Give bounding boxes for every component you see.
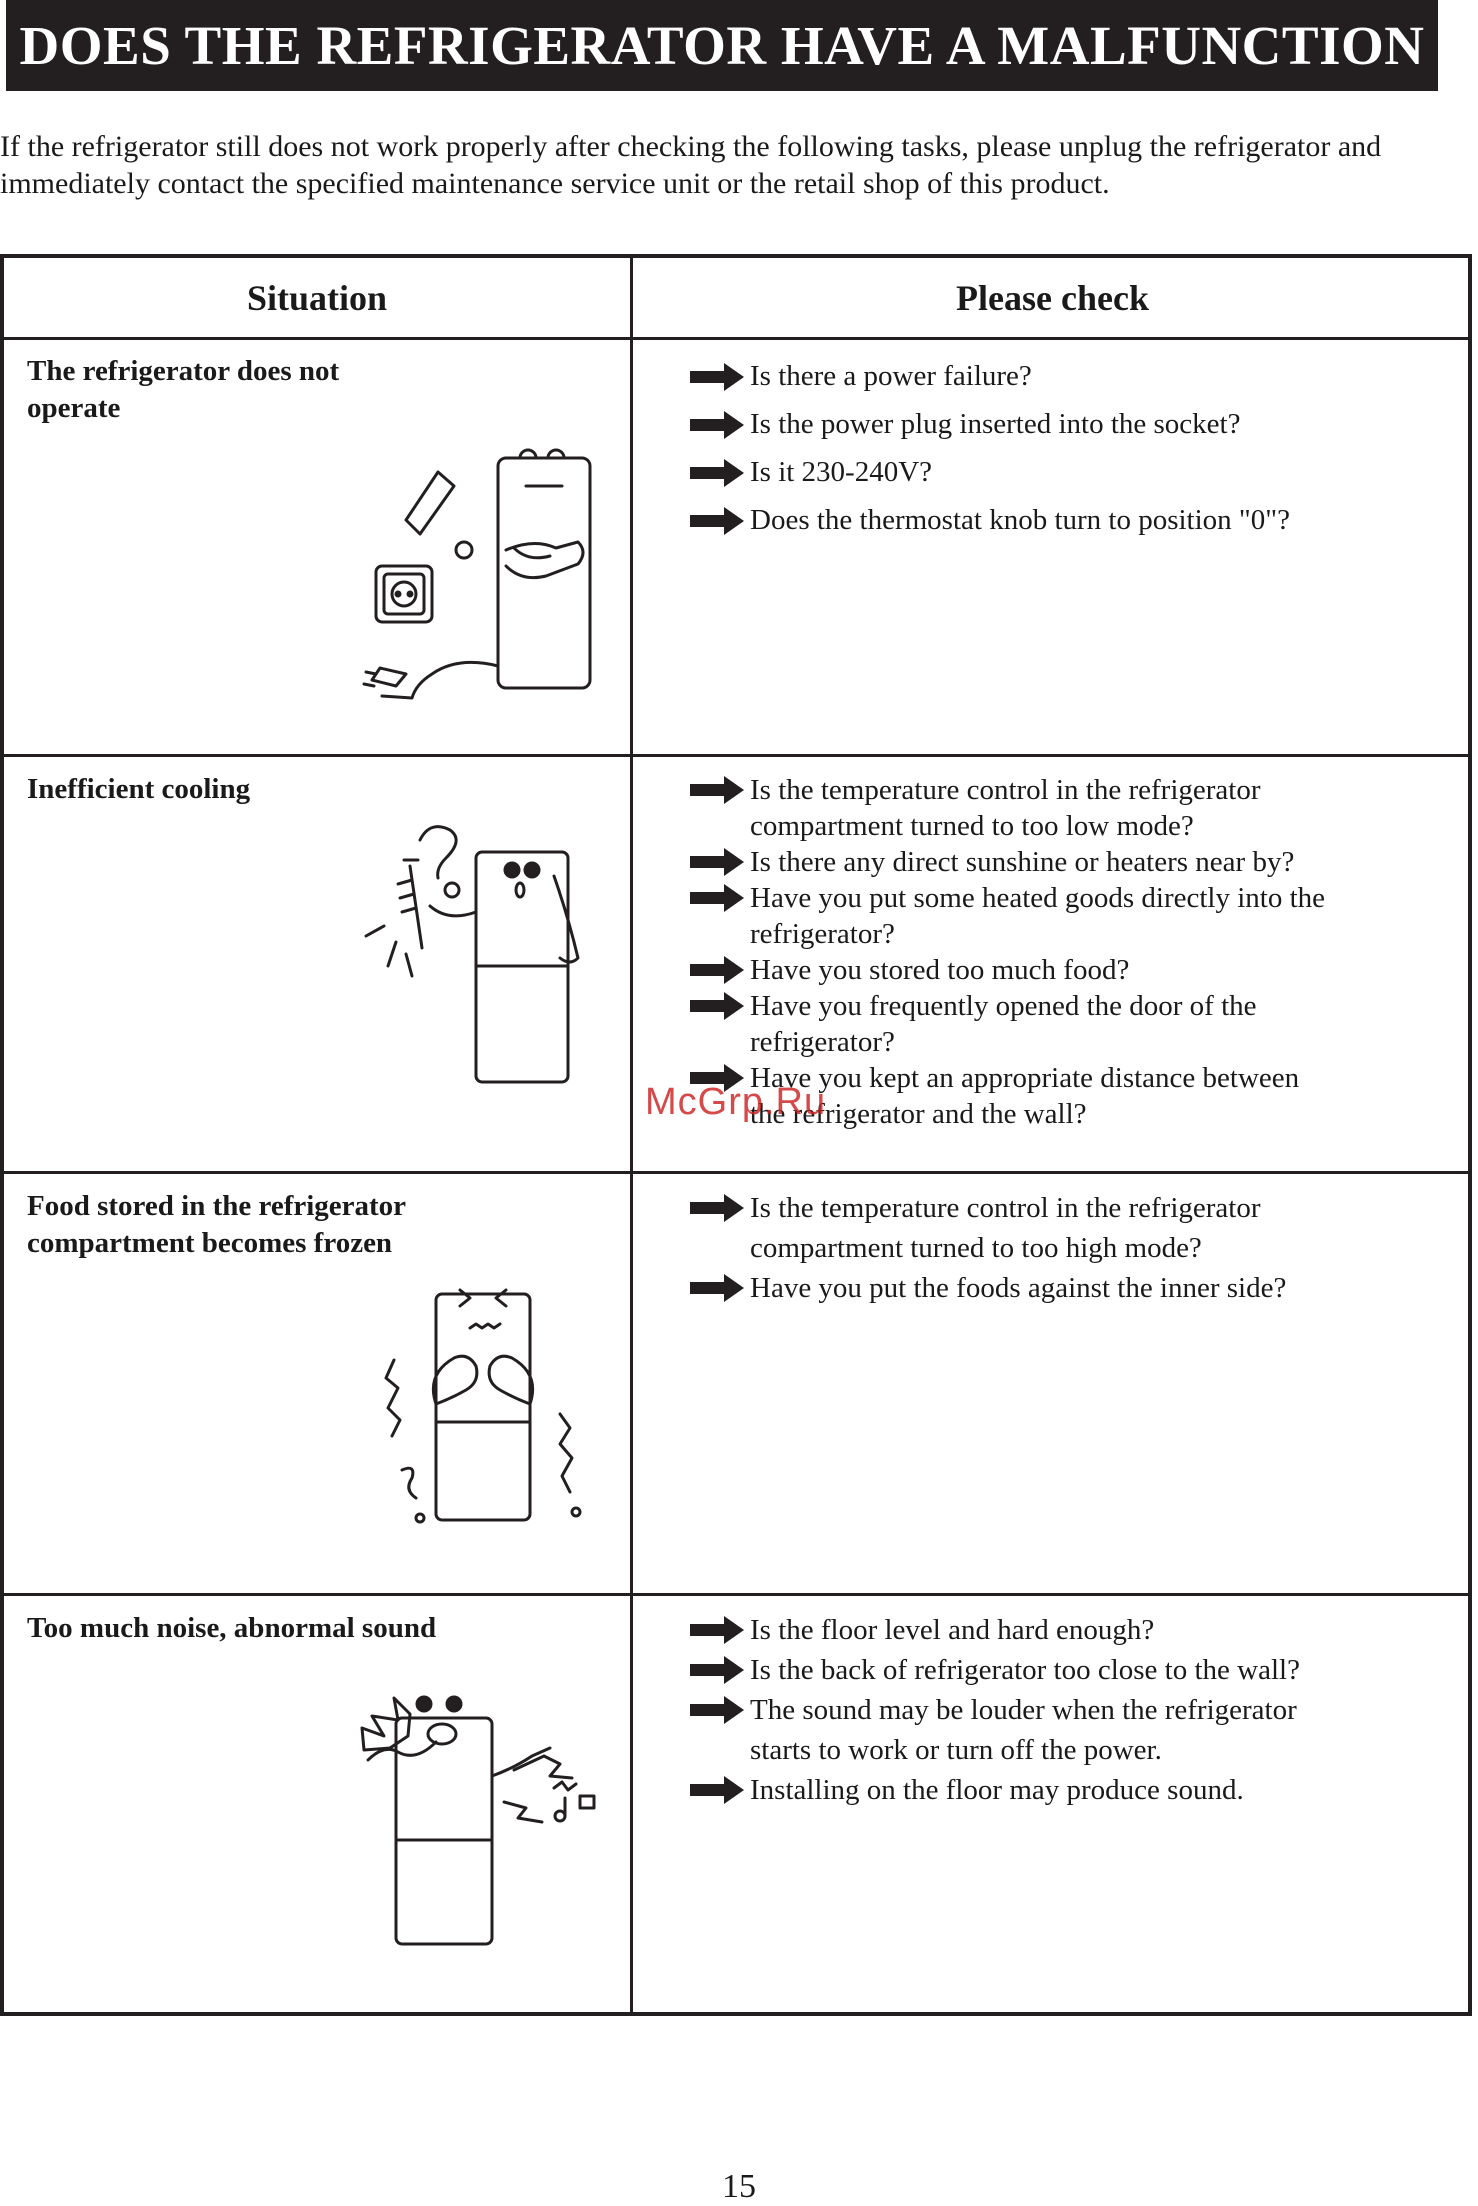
check-item [690, 988, 1450, 1060]
arrow-right-icon [690, 458, 744, 488]
check-item [690, 454, 1450, 491]
check-text: Is the back of refrigerator too close to the wall? [750, 1654, 1300, 1686]
situation-text: Food stored in the refrigerator [27, 1190, 407, 1222]
check-item [690, 844, 1450, 880]
check-text: Installing on the floor may produce sound. [750, 1774, 1244, 1806]
check-text: refrigerator? [750, 1026, 895, 1058]
check-item [690, 1650, 1450, 1690]
page-title: DOES THE REFRIGERATOR HAVE A MALFUNCTION [19, 15, 1425, 76]
check-text: Does the thermostat knob turn to position "0"? [750, 504, 1290, 536]
refrigerator-noise-illustration [354, 1690, 614, 1950]
situation-cell [27, 353, 339, 427]
check-text: Have you put the foods against the inner side? [750, 1272, 1287, 1304]
arrow-right-icon [690, 883, 744, 913]
arrow-right-icon [690, 1695, 744, 1725]
check-text: Is the floor level and hard enough? [750, 1614, 1155, 1646]
row-divider [4, 1171, 1468, 1174]
situation-cell [27, 1610, 436, 1647]
check-item [690, 1188, 1450, 1268]
arrow-right-icon [690, 1615, 744, 1645]
check-text: refrigerator? [750, 918, 895, 950]
check-item [690, 880, 1450, 952]
situation-header: Situation [246, 277, 388, 318]
arrow-right-icon [690, 1193, 744, 1223]
check-text: Have you frequently opened the door of the [750, 990, 1257, 1022]
troubleshooting-table [0, 254, 1472, 2016]
situation-text: Too much noise, abnormal sound [27, 1612, 437, 1644]
check-item [690, 1690, 1450, 1770]
check-text: Is there any direct sunshine or heaters near by? [750, 846, 1295, 878]
check-text: the refrigerator and the wall? [750, 1098, 1087, 1130]
situation-text: operate [27, 392, 121, 424]
refrigerator-unplugged-illustration [354, 440, 604, 700]
check-text: Is the temperature control in the refrigerator [750, 774, 1261, 806]
watermark: McGrp.Ru [645, 1081, 827, 1123]
row-divider [4, 754, 1468, 757]
situation-text: compartment becomes frozen [27, 1227, 393, 1259]
check-text: Is the power plug inserted into the socket? [750, 408, 1241, 440]
arrow-right-icon [690, 362, 744, 392]
check-text: Have you stored too much food? [750, 954, 1130, 986]
check-item [690, 772, 1450, 844]
intro-paragraph [0, 128, 1478, 202]
check-list [690, 1610, 1450, 1810]
arrow-right-icon [690, 506, 744, 536]
check-list [690, 358, 1450, 550]
situation-cell [27, 771, 250, 808]
check-text: Is it 230-240V? [750, 456, 933, 488]
check-text: Is there a power failure? [750, 360, 1032, 392]
row-divider [4, 1593, 1468, 1596]
check-text: Have you put some heated goods directly into the [750, 882, 1326, 914]
check-item [690, 502, 1450, 539]
arrow-right-icon [690, 955, 744, 985]
check-item [690, 1610, 1450, 1650]
check-item [690, 358, 1450, 395]
arrow-right-icon [690, 410, 744, 440]
check-list [690, 772, 1450, 1132]
check-item [690, 406, 1450, 443]
situation-text: The refrigerator does not [27, 355, 340, 387]
check-text: The sound may be louder when the refrigerator [750, 1694, 1297, 1726]
refrigerator-puzzled-illustration [354, 816, 584, 1086]
check-item [690, 952, 1450, 988]
check-text: starts to work or turn off the power. [750, 1734, 1162, 1766]
intro-line: immediately contact the specified maintenance service unit or the retail shop of this product. [0, 167, 1110, 200]
arrow-right-icon [690, 991, 744, 1021]
check-text: compartment turned to too low mode? [750, 810, 1194, 842]
check-text: compartment turned to too high mode? [750, 1232, 1202, 1264]
check-list [690, 1188, 1450, 1308]
arrow-right-icon [690, 1273, 744, 1303]
please-check-header: Please check [956, 277, 1149, 318]
check-item [690, 1770, 1450, 1810]
intro-line: If the refrigerator still does not work properly after checking the following tasks, please unplug the refrigerator and [0, 130, 1382, 163]
check-text: Is the temperature control in the refrigerator [750, 1192, 1261, 1224]
situation-cell [27, 1188, 406, 1262]
title-banner [6, 0, 1438, 91]
situation-text: Inefficient cooling [27, 773, 251, 805]
arrow-right-icon [690, 775, 744, 805]
refrigerator-frozen-illustration [374, 1280, 594, 1530]
arrow-right-icon [690, 1655, 744, 1685]
arrow-right-icon [690, 847, 744, 877]
column-divider [630, 258, 633, 2012]
arrow-right-icon [690, 1775, 744, 1805]
check-text: Have you kept an appropriate distance between [750, 1062, 1300, 1094]
page-number: 15 [722, 2168, 756, 2205]
check-item [690, 1268, 1450, 1308]
row-divider [4, 337, 1468, 340]
